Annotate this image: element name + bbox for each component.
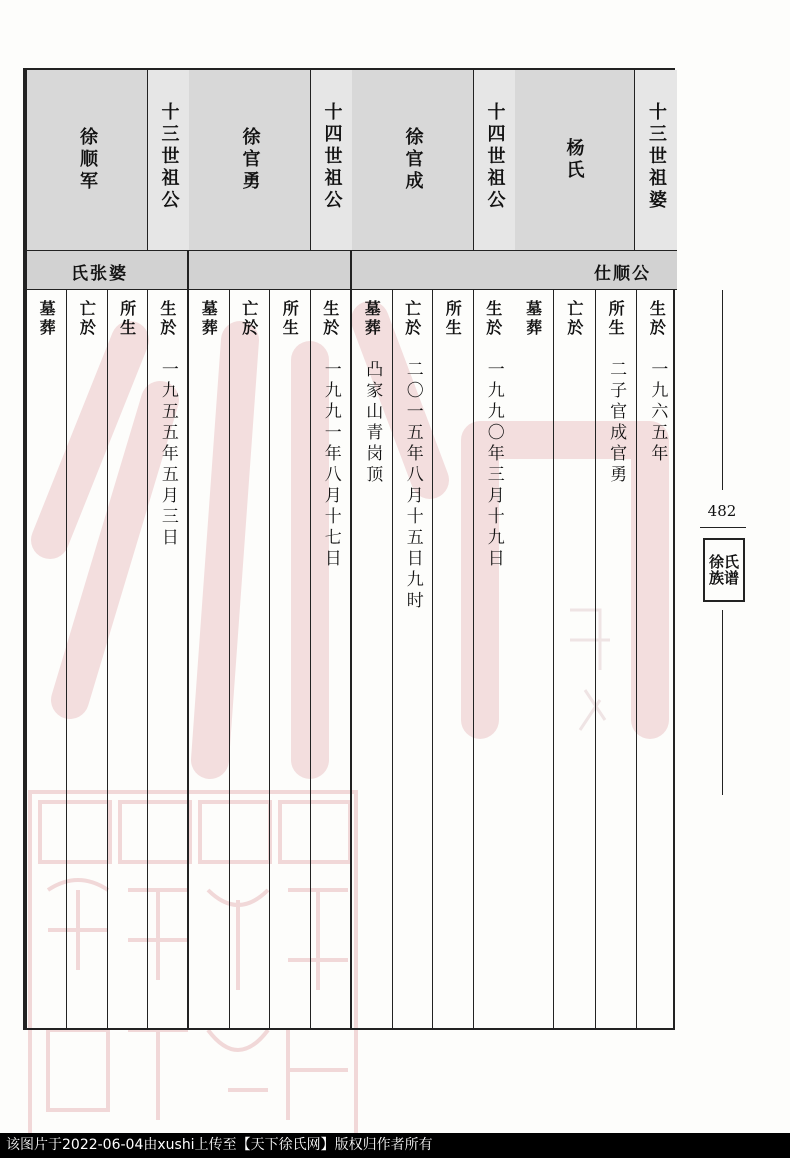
died-column xyxy=(66,290,106,1028)
died-label: 亡於 xyxy=(239,300,259,338)
born-value: 一九九〇年三月十九日 xyxy=(483,360,504,570)
children-label: 所生 xyxy=(606,300,626,338)
book-title: 徐氏族谱 xyxy=(708,552,739,587)
upload-notice-bar xyxy=(0,1133,790,1158)
died-label: 亡於 xyxy=(402,300,422,338)
upload-notice-text: 该图片于2022-06-04由xushi上传至【天下徐氏网】版权归作者所有 xyxy=(6,1137,433,1153)
book-title-box xyxy=(703,538,745,602)
page-number-rule xyxy=(700,527,746,528)
spouse-row xyxy=(27,250,187,290)
burial-value: 凸家山青岗顶 xyxy=(362,360,383,486)
generation-cell xyxy=(474,70,515,250)
burial-column xyxy=(352,290,392,1028)
person-name-cell xyxy=(27,70,148,250)
born-column xyxy=(636,290,677,1028)
genealogy-entry-2 xyxy=(187,70,350,1028)
burial-label: 墓葬 xyxy=(37,300,57,338)
generation-cell xyxy=(148,70,189,250)
born-column xyxy=(310,290,351,1028)
children-value: 二子官成官勇 xyxy=(606,360,627,486)
born-label: 生於 xyxy=(483,300,503,338)
generation-title: 十四世祖公 xyxy=(321,102,343,212)
children-column xyxy=(269,290,310,1028)
generation-cell xyxy=(311,70,352,250)
person-name-cell xyxy=(189,70,311,250)
children-column xyxy=(107,290,147,1028)
generation-title: 十三世祖公 xyxy=(158,102,180,212)
person-name: 徐官勇 xyxy=(239,127,261,193)
burial-column xyxy=(513,290,553,1028)
born-value: 一九六五年 xyxy=(647,360,668,465)
born-value: 一九九一年八月十七日 xyxy=(320,360,341,570)
children-label: 所生 xyxy=(443,300,463,338)
genealogy-entry-1 xyxy=(350,70,513,1028)
genealogy-entry-0 xyxy=(513,70,677,1028)
died-column xyxy=(229,290,270,1028)
children-column xyxy=(595,290,636,1028)
died-column xyxy=(553,290,594,1028)
person-name-cell xyxy=(352,70,474,250)
burial-column xyxy=(189,290,229,1028)
born-label: 生於 xyxy=(647,300,667,338)
died-value: 二〇一五年八月十五日九时 xyxy=(402,360,423,612)
person-name: 徐官成 xyxy=(402,127,424,193)
died-label: 亡於 xyxy=(77,300,97,338)
burial-label: 墓葬 xyxy=(199,300,219,338)
children-column xyxy=(432,290,473,1028)
spouse-row xyxy=(352,250,513,290)
generation-cell xyxy=(635,70,677,250)
margin-rule-bottom xyxy=(722,610,723,795)
margin-rule-top xyxy=(722,290,723,490)
genealogy-table xyxy=(23,68,675,1030)
born-value: 一九五五年五月三日 xyxy=(157,360,178,549)
spouse-note: 仕顺公 xyxy=(594,264,651,284)
page-number: 482 xyxy=(707,502,737,520)
spouse-row xyxy=(189,250,350,290)
generation-title: 十四世祖公 xyxy=(484,102,506,212)
died-column xyxy=(392,290,433,1028)
children-label: 所生 xyxy=(117,300,137,338)
person-name: 杨氏 xyxy=(563,138,585,182)
generation-title: 十三世祖婆 xyxy=(646,102,667,212)
children-label: 所生 xyxy=(280,300,300,338)
born-column xyxy=(473,290,514,1028)
died-label: 亡於 xyxy=(564,300,584,338)
spouse-row xyxy=(513,250,677,290)
burial-column xyxy=(27,290,66,1028)
genealogy-entry-3 xyxy=(25,70,187,1028)
born-label: 生於 xyxy=(157,300,177,338)
person-name-cell xyxy=(513,70,635,250)
born-label: 生於 xyxy=(320,300,340,338)
born-column xyxy=(147,290,187,1028)
burial-label: 墓葬 xyxy=(523,300,543,338)
person-name: 徐顺军 xyxy=(77,127,98,193)
spouse-note: 氏张婆 xyxy=(71,264,128,284)
burial-label: 墓葬 xyxy=(362,300,382,338)
